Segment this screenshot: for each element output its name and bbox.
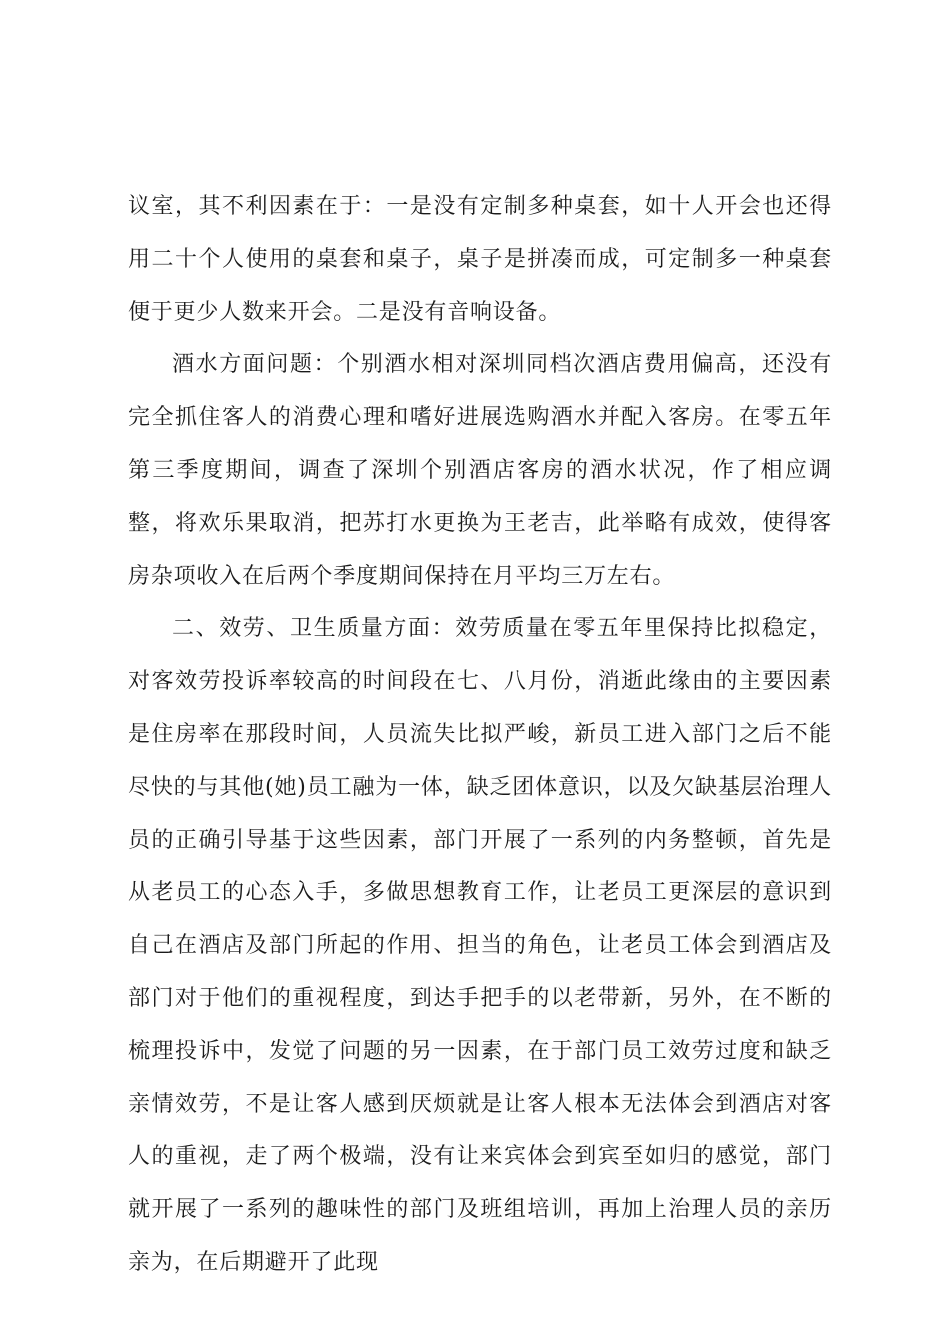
document-body [128,181,832,1290]
paragraph-beverage-issues: 酒水方面问题：个别酒水相对深圳同档次酒店费用偏高，还没有完全抓住客人的消费心理和嗜好进展选购酒水并配入客房。在零五年第三季度期间，调查了深圳个别酒店客房的酒水状况，作了相应调整，将欢乐果取消，把苏打水更换为王老吉，此举略有成效，使得客房杂项收入在后两个季度期间保持在月平均三万左右。 [128,352,832,589]
paragraph-service-hygiene-quality: 二、效劳、卫生质量方面：效劳质量在零五年里保持比拟稳定，对客效劳投诉率较高的时间段在七、八月份，消逝此缘由的主要因素是住房率在那段时间，人员流失比拟严峻，新员工进入部门之后不能尽快的与其他(她)员工融为一体，缺乏团体意识，以及欠缺基层治理人员的正确引导基于这些因素，部门开展了一系列的内务整顿，首先是从老员工的心态入手，多做思想教育工作，让老员工更深层的意识到自己在酒店及部门所起的作用、担当的角色，让老员工体会到酒店及部门对于他们的重视程度，到达手把手的以老带新，另外，在不断的梳理投诉中，发觉了问题的另一因素，在于部门员工效劳过度和缺乏亲情效劳，不是让客人感到厌烦就是让客人根本无法体会到酒店对客人的重视，走了两个极端，没有让来宾体会到宾至如归的感觉，部门就开展了一系列的趣味性的部门及班组培训，再加上治理人员的亲历亲为，在后期避开了此现 [128,616,832,1275]
paragraph-meeting-room: 议室，其不利因素在于：一是没有定制多种桌套，如十人开会也还得用二十个人使用的桌套和桌子，桌子是拼凑而成，可定制多一种桌套便于更少人数来开会。二是没有音响设备。 [128,194,832,325]
